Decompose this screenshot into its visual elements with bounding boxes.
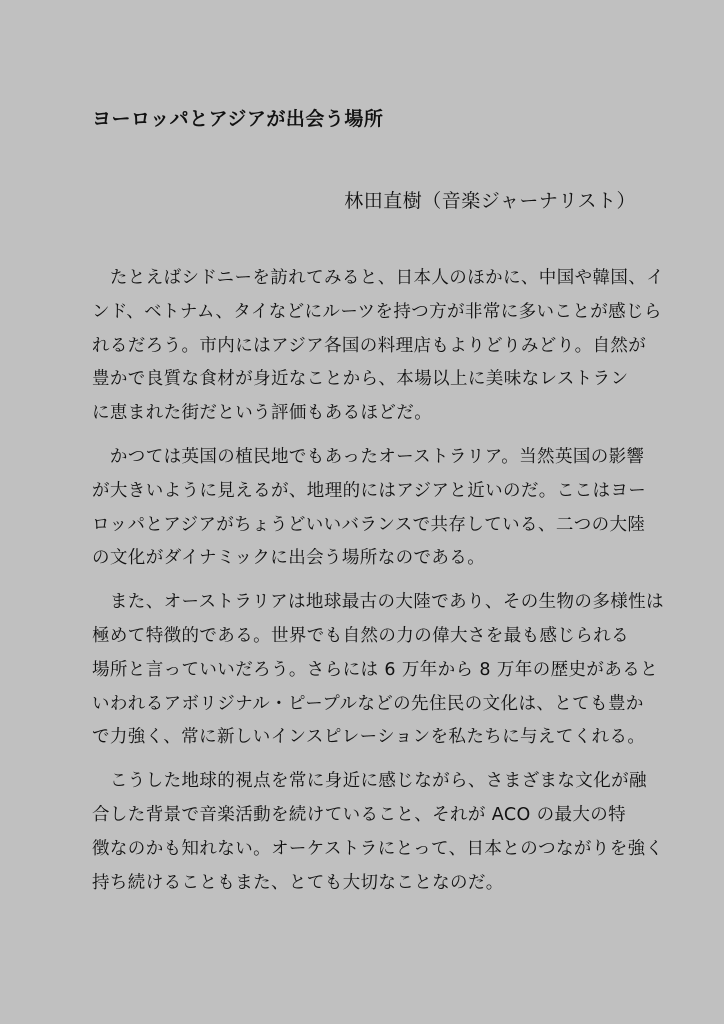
text-line: こうした地球的視点を常に身近に感じながら、さまざまな文化が融 [92,771,647,792]
paragraph-4 [92,765,664,900]
text-line: 極めて特徴的である。世界でも自然の力の偉大さを最も感じられる [92,625,629,646]
text-line: 豊かで良質な食材が身近なことから、本場以上に美味なレストラン [92,369,629,390]
author-byline: 林田直樹（音楽ジャーナリスト） [344,190,636,212]
text-line: 持ち続けることもまた、とても大切なことなのだ。 [92,872,504,893]
text-line: で力強く、常に新しいインスピレーションを私たちに与えてくれる。 [92,727,646,748]
paragraph-1 [92,262,665,431]
text-line: 徴なのかも知れない。オーケストラにとって、日本とのつながりを強く [92,838,664,859]
text-line: たとえばシドニーを訪れてみると、日本人のほかに、中国や韓国、イ [92,268,665,288]
text-line: が大きいように見えるが、地理的にはアジアと近いのだ。ここはヨー [92,480,647,501]
text-line: 合した背景で音楽活動を続けていること、それが ACO の最大の特 [92,804,627,825]
paragraph-3 [92,586,664,755]
text-line: れるだろう。市内にはアジア各国の料理店もよりどりみどり。自然が [92,335,647,356]
article-body [92,262,665,910]
text-line: ロッパとアジアがちょうどいいバランスで共存している、二つの大陸 [92,514,646,535]
text-line: いわれるアボリジナル・ピープルなどの先住民の文化は、とても豊か [92,693,644,714]
text-line: また、オーストラリアは地球最古の大陸であり、その生物の多様性は [92,592,664,613]
article-title: ヨーロッパとアジアが出会う場所 [92,108,384,130]
text-line: ンド、ベトナム、タイなどにルーツを持つ方が非常に多いことが感じら [92,301,662,322]
text-line: かつては英国の植民地でもあったオーストラリア。当然英国の影響 [92,446,645,467]
paragraph-2 [92,441,647,576]
text-line: 場所と言っていいだろう。さらには 6 万年から 8 万年の歴史があると [92,659,659,680]
text-line: の文化がダイナミックに出会う場所なのである。 [92,548,486,569]
text-line: に恵まれた街だという評価もあるほどだ。 [92,403,433,424]
